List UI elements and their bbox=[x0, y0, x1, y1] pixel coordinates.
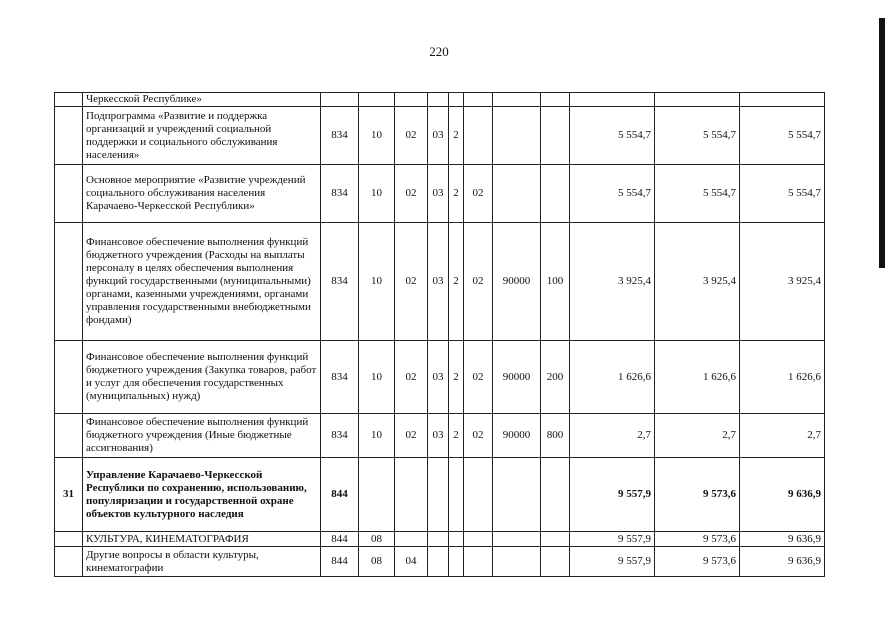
cell-expense-type bbox=[541, 165, 570, 223]
cell-expense-type bbox=[541, 458, 570, 532]
cell-subsection-code bbox=[395, 532, 428, 547]
row-index bbox=[55, 165, 83, 223]
cell-section-code: 08 bbox=[359, 532, 395, 547]
table-row bbox=[55, 458, 825, 532]
cell-amount-1: 5 554,7 bbox=[570, 107, 655, 165]
cell-program-code: 03 bbox=[428, 165, 449, 223]
table-row bbox=[55, 532, 825, 547]
row-name: КУЛЬТУРА, КИНЕМАТОГРАФИЯ bbox=[83, 532, 321, 547]
row-name: Основное мероприятие «Развитие учреждений социального обслуживания населения Карачаево-Черкесской Республики» bbox=[83, 165, 321, 223]
table-row bbox=[55, 547, 825, 577]
row-index bbox=[55, 223, 83, 341]
cell-subsection-code bbox=[395, 93, 428, 107]
cell-amount-1: 9 557,9 bbox=[570, 547, 655, 577]
cell-ministry-code: 834 bbox=[321, 341, 359, 414]
cell-amount-2: 9 573,6 bbox=[655, 547, 740, 577]
cell-amount-1: 9 557,9 bbox=[570, 532, 655, 547]
cell-subprogram-code: 2 bbox=[449, 414, 464, 458]
cell-expense-type bbox=[541, 547, 570, 577]
cell-amount-2: 1 626,6 bbox=[655, 341, 740, 414]
table-row bbox=[55, 165, 825, 223]
cell-subprogram-code: 2 bbox=[449, 165, 464, 223]
cell-subsection-code: 02 bbox=[395, 107, 428, 165]
cell-section-code bbox=[359, 93, 395, 107]
table-row bbox=[55, 107, 825, 165]
cell-amount-1: 9 557,9 bbox=[570, 458, 655, 532]
cell-activity-code bbox=[464, 547, 493, 577]
row-name: Управление Карачаево-Черкесской Республики по сохранению, использованию, популяризации и государственной охране объектов культурного наследия bbox=[83, 458, 321, 532]
cell-amount-1 bbox=[570, 93, 655, 107]
cell-section-code: 10 bbox=[359, 165, 395, 223]
cell-activity-code bbox=[464, 107, 493, 165]
cell-activity-code bbox=[464, 93, 493, 107]
cell-ministry-code: 844 bbox=[321, 532, 359, 547]
cell-expense-type bbox=[541, 107, 570, 165]
cell-program-code bbox=[428, 93, 449, 107]
row-name: Финансовое обеспечение выполнения функций бюджетного учреждения (Закупка товаров, работ и услуг для обеспечения государственных (муниципальных) нужд) bbox=[83, 341, 321, 414]
cell-amount-2: 5 554,7 bbox=[655, 107, 740, 165]
cell-activity-code: 02 bbox=[464, 223, 493, 341]
cell-amount-2: 9 573,6 bbox=[655, 458, 740, 532]
cell-amount-3: 2,7 bbox=[740, 414, 825, 458]
cell-ministry-code: 834 bbox=[321, 223, 359, 341]
cell-ministry-code: 834 bbox=[321, 107, 359, 165]
row-name: Финансовое обеспечение выполнения функций бюджетного учреждения (Иные бюджетные ассигнования) bbox=[83, 414, 321, 458]
row-name: Финансовое обеспечение выполнения функций бюджетного учреждения (Расходы на выплаты персоналу в целях обеспечения выполнения функций государственными (муниципальными) органами, казенными учреждениями, органами управления государственными внебюджетными фондами) bbox=[83, 223, 321, 341]
cell-amount-3: 9 636,9 bbox=[740, 458, 825, 532]
cell-direction-code: 90000 bbox=[493, 414, 541, 458]
cell-expense-type: 800 bbox=[541, 414, 570, 458]
table-row bbox=[55, 93, 825, 107]
cell-expense-type bbox=[541, 532, 570, 547]
budget-table bbox=[54, 92, 825, 577]
row-index: 31 bbox=[55, 458, 83, 532]
cell-amount-1: 1 626,6 bbox=[570, 341, 655, 414]
cell-direction-code bbox=[493, 532, 541, 547]
row-name: Черкесской Республике» bbox=[83, 93, 321, 107]
cell-section-code: 10 bbox=[359, 223, 395, 341]
cell-amount-2 bbox=[655, 93, 740, 107]
budget-table-body bbox=[55, 93, 825, 577]
cell-activity-code bbox=[464, 532, 493, 547]
row-index bbox=[55, 532, 83, 547]
table-row bbox=[55, 341, 825, 414]
cell-ministry-code: 834 bbox=[321, 165, 359, 223]
cell-section-code: 10 bbox=[359, 107, 395, 165]
cell-section-code: 10 bbox=[359, 414, 395, 458]
cell-amount-2: 2,7 bbox=[655, 414, 740, 458]
cell-program-code: 03 bbox=[428, 223, 449, 341]
cell-direction-code bbox=[493, 547, 541, 577]
cell-program-code bbox=[428, 532, 449, 547]
cell-ministry-code: 834 bbox=[321, 414, 359, 458]
table-row bbox=[55, 414, 825, 458]
cell-direction-code: 90000 bbox=[493, 341, 541, 414]
cell-amount-3: 9 636,9 bbox=[740, 547, 825, 577]
cell-direction-code: 90000 bbox=[493, 223, 541, 341]
cell-subprogram-code bbox=[449, 532, 464, 547]
cell-activity-code: 02 bbox=[464, 341, 493, 414]
cell-amount-2: 5 554,7 bbox=[655, 165, 740, 223]
cell-subprogram-code bbox=[449, 458, 464, 532]
cell-section-code bbox=[359, 458, 395, 532]
cell-subsection-code: 02 bbox=[395, 341, 428, 414]
cell-subprogram-code: 2 bbox=[449, 107, 464, 165]
cell-direction-code bbox=[493, 107, 541, 165]
cell-subsection-code: 04 bbox=[395, 547, 428, 577]
cell-amount-3: 9 636,9 bbox=[740, 532, 825, 547]
cell-activity-code: 02 bbox=[464, 414, 493, 458]
cell-subsection-code bbox=[395, 458, 428, 532]
table-row bbox=[55, 223, 825, 341]
cell-subsection-code: 02 bbox=[395, 414, 428, 458]
row-index bbox=[55, 93, 83, 107]
cell-subprogram-code: 2 bbox=[449, 223, 464, 341]
row-index bbox=[55, 341, 83, 414]
cell-subprogram-code: 2 bbox=[449, 341, 464, 414]
cell-amount-3 bbox=[740, 93, 825, 107]
cell-expense-type bbox=[541, 93, 570, 107]
cell-program-code: 03 bbox=[428, 341, 449, 414]
cell-amount-2: 9 573,6 bbox=[655, 532, 740, 547]
row-index bbox=[55, 107, 83, 165]
cell-amount-2: 3 925,4 bbox=[655, 223, 740, 341]
cell-amount-1: 3 925,4 bbox=[570, 223, 655, 341]
cell-amount-3: 1 626,6 bbox=[740, 341, 825, 414]
scan-edge-mark bbox=[879, 18, 885, 268]
cell-program-code bbox=[428, 547, 449, 577]
cell-subprogram-code bbox=[449, 547, 464, 577]
cell-program-code: 03 bbox=[428, 107, 449, 165]
cell-amount-3: 3 925,4 bbox=[740, 223, 825, 341]
cell-direction-code bbox=[493, 93, 541, 107]
cell-ministry-code bbox=[321, 93, 359, 107]
cell-section-code: 10 bbox=[359, 341, 395, 414]
cell-ministry-code: 844 bbox=[321, 547, 359, 577]
cell-direction-code bbox=[493, 165, 541, 223]
cell-subsection-code: 02 bbox=[395, 165, 428, 223]
cell-amount-1: 5 554,7 bbox=[570, 165, 655, 223]
cell-section-code: 08 bbox=[359, 547, 395, 577]
cell-activity-code bbox=[464, 458, 493, 532]
cell-amount-3: 5 554,7 bbox=[740, 107, 825, 165]
cell-program-code: 03 bbox=[428, 414, 449, 458]
cell-amount-1: 2,7 bbox=[570, 414, 655, 458]
row-name: Подпрограмма «Развитие и поддержка организаций и учреждений социальной поддержки и социального обслуживания населения» bbox=[83, 107, 321, 165]
cell-subsection-code: 02 bbox=[395, 223, 428, 341]
page-number: 220 bbox=[429, 44, 449, 59]
cell-ministry-code: 844 bbox=[321, 458, 359, 532]
cell-amount-3: 5 554,7 bbox=[740, 165, 825, 223]
cell-expense-type: 200 bbox=[541, 341, 570, 414]
cell-subprogram-code bbox=[449, 93, 464, 107]
cell-activity-code: 02 bbox=[464, 165, 493, 223]
row-index bbox=[55, 414, 83, 458]
cell-expense-type: 100 bbox=[541, 223, 570, 341]
row-index bbox=[55, 547, 83, 577]
row-name: Другие вопросы в области культуры, кинематографии bbox=[83, 547, 321, 577]
cell-direction-code bbox=[493, 458, 541, 532]
cell-program-code bbox=[428, 458, 449, 532]
